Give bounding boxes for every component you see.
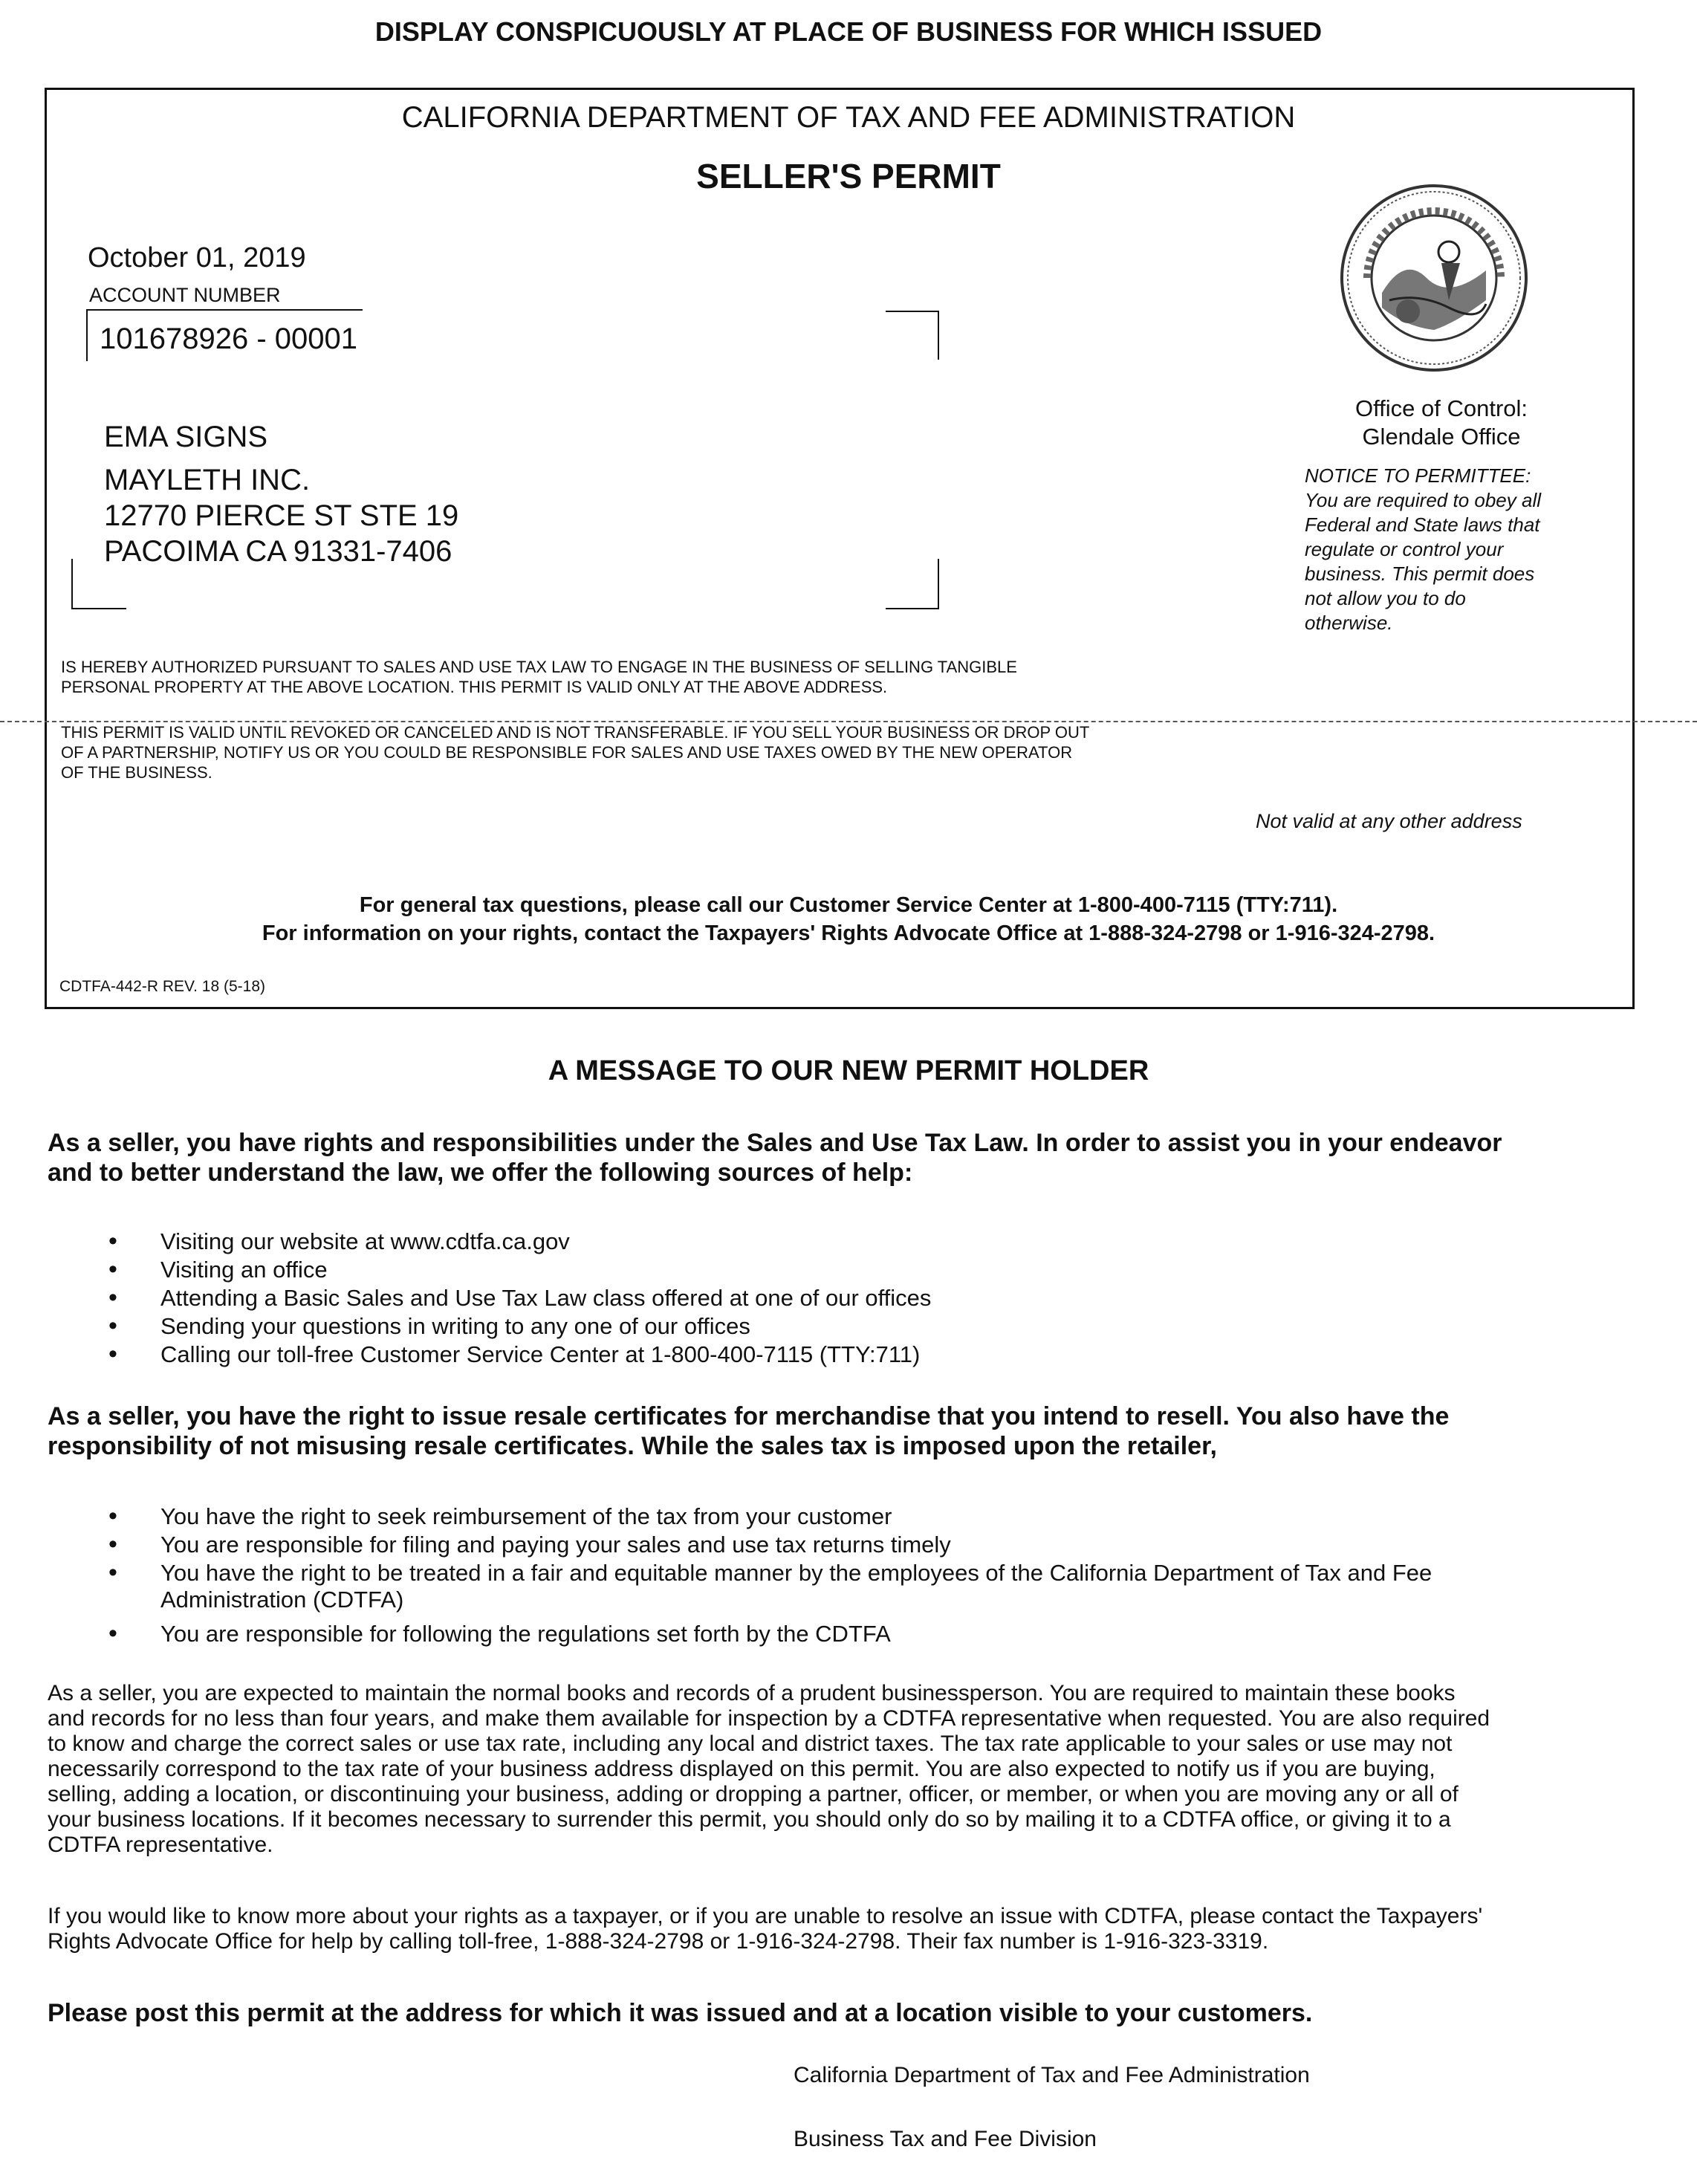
address-corner-top-right — [886, 311, 939, 312]
account-bracket-top — [86, 309, 363, 311]
records-line: selling, adding a location, or discontinuing your business, adding or dropping a partner, officer, or member, or when you are moving any or all of — [48, 1782, 1458, 1807]
notice-line: otherwise. — [1305, 612, 1393, 634]
list-item: • Attending a Basic Sales and Use Tax Law class offered at one of our offices — [108, 1283, 932, 1312]
form-number: CDTFA-442-R REV. 18 (5-18) — [59, 978, 265, 995]
not-valid-note: Not valid at any other address — [1256, 810, 1522, 832]
city-state-zip: PACOIMA CA 91331-7406 — [104, 535, 452, 568]
permit-title: SELLER'S PERMIT — [696, 157, 1001, 195]
customer-service-line: For general tax questions, please call our Customer Service Center at 1-800-400-7115 (TTY:711). — [359, 893, 1338, 917]
notice-line: regulate or control your — [1305, 538, 1504, 560]
address-corner-bottom-left-v — [71, 559, 73, 608]
validity-line: OF A PARTNERSHIP, NOTIFY US OR YOU COULD BE RESPONSIBLE FOR SALES AND USE TAXES OWED BY THE NEW OPERATOR — [61, 743, 1073, 762]
list-item: • Sending your questions in writing to any one of our offices — [108, 1312, 750, 1340]
records-line: CDTFA representative. — [48, 1833, 273, 1857]
rights-advocate-line: For information on your rights, contact the Taxpayers' Rights Advocate Office at 1-888-324-2798 or 1-916-324-2798. — [262, 921, 1435, 945]
state-seal-icon — [1337, 181, 1531, 375]
intro-line: As a seller, you have rights and responsibilities under the Sales and Use Tax Law. In order to assist you in your endeavor — [48, 1129, 1502, 1157]
list-item: • You have the right to be treated in a fair and equitable manner by the employees of the California Department of Tax and Fee — [108, 1558, 1432, 1587]
account-bracket-left — [86, 309, 88, 361]
account-number: 101678926 - 00001 — [100, 323, 357, 355]
resale-line: As a seller, you have the right to issue resale certificates for merchandise that you intend to resell. You also have the — [48, 1402, 1450, 1430]
office-of-control-label: Office of Control: — [1354, 395, 1528, 421]
advocate-line: If you would like to know more about your rights as a taxpayer, or if you are unable to resolve an issue with CDTFA, please contact the Taxpayers' — [48, 1904, 1483, 1928]
notice-title: NOTICE TO PERMITTEE: — [1305, 464, 1531, 487]
records-line: to know and charge the correct sales or use tax rate, including any local and district taxes. The tax rate applicable to your sales or use may not — [48, 1731, 1453, 1756]
resale-line: responsibility of not misusing resale certificates. While the sales tax is imposed upon the retailer, — [48, 1432, 1217, 1460]
authorization-text — [61, 657, 1265, 697]
records-line: necessarily correspond to the tax rate of your business address displayed on this permit. You are also expected to notify us if you are buying, — [48, 1757, 1435, 1781]
permit-date: October 01, 2019 — [88, 242, 306, 273]
records-line: your business locations. If it becomes necessary to surrender this permit, you should only do so by mailing it to a CDTFA office, or giving it to a — [48, 1807, 1451, 1832]
closing-instruction: Please post this permit at the address for which it was issued and at a location visible to your customers. — [48, 1999, 1313, 2027]
list-item: • Calling our toll-free Customer Service Center at 1-800-400-7115 (TTY:711) — [108, 1340, 921, 1368]
resale-paragraph — [48, 1402, 1652, 1461]
records-line: and records for no less than four years, and make them available for inspection by a CDTFA representative when requested. You are also required — [48, 1706, 1490, 1731]
office-of-control-name: Glendale Office — [1362, 424, 1521, 450]
advocate-line: Rights Advocate Office for help by calling toll-free, 1-888-324-2798 or 1-916-324-2798. Their fax number is 1-916-323-3319. — [48, 1929, 1269, 1954]
signature-division: Business Tax and Fee Division — [794, 2127, 1097, 2151]
agency-title: CALIFORNIA DEPARTMENT OF TAX AND FEE ADMINISTRATION — [401, 101, 1296, 134]
records-paragraph — [48, 1681, 1652, 1858]
notice-to-permittee — [1305, 464, 1602, 635]
validity-line: OF THE BUSINESS. — [61, 763, 212, 782]
validity-line: THIS PERMIT IS VALID UNTIL REVOKED OR CANCELED AND IS NOT TRANSFERABLE. IF YOU SELL YOUR BUSINESS OR DROP OUT — [61, 723, 1090, 742]
list-item-continuation: Administration (CDTFA) — [160, 1587, 404, 1613]
business-name: EMA SIGNS — [104, 421, 268, 453]
notice-line: You are required to obey all — [1305, 489, 1541, 511]
list-item: • You have the right to seek reimbursement of the tax from your customer — [108, 1502, 892, 1530]
notice-line: Federal and State laws that — [1305, 513, 1540, 536]
signature-agency: California Department of Tax and Fee Administration — [794, 2063, 1310, 2087]
message-title: A MESSAGE TO OUR NEW PERMIT HOLDER — [548, 1055, 1149, 1086]
notice-line: business. This permit does — [1305, 563, 1535, 585]
address-corner-bottom-right — [886, 608, 939, 609]
notice-line: not allow you to do — [1305, 587, 1466, 609]
list-item: • You are responsible for filing and paying your sales and use tax returns timely — [108, 1530, 951, 1558]
authorization-line: IS HEREBY AUTHORIZED PURSUANT TO SALES AND USE TAX LAW TO ENGAGE IN THE BUSINESS OF SELLING TANGIBLE — [61, 658, 1017, 676]
address-corner-bottom-right-v — [938, 559, 939, 608]
account-number-label: ACCOUNT NUMBER — [89, 284, 281, 306]
display-notice: DISPLAY CONSPICUOUSLY AT PLACE OF BUSINESS FOR WHICH ISSUED — [374, 16, 1323, 47]
list-item: • You are responsible for following the regulations set forth by the CDTFA — [108, 1619, 891, 1647]
advocate-paragraph — [48, 1904, 1652, 1954]
street-address: 12770 PIERCE ST STE 19 — [104, 499, 459, 532]
validity-text — [61, 722, 1265, 782]
address-corner-top-right-v — [938, 311, 939, 360]
intro-line: and to better understand the law, we offer the following sources of help: — [48, 1159, 913, 1187]
authorization-line: PERSONAL PROPERTY AT THE ABOVE LOCATION. THIS PERMIT IS VALID ONLY AT THE ABOVE ADDRESS. — [61, 678, 888, 696]
owner-name: MAYLETH INC. — [104, 464, 311, 496]
list-item: • Visiting our website at www.cdtfa.ca.gov — [108, 1227, 570, 1255]
records-line: As a seller, you are expected to maintain the normal books and records of a prudent businessperson. You are required to maintain these books — [48, 1681, 1456, 1705]
address-corner-bottom-left — [71, 608, 126, 609]
intro-paragraph — [48, 1128, 1652, 1187]
list-item: • Visiting an office — [108, 1255, 328, 1283]
